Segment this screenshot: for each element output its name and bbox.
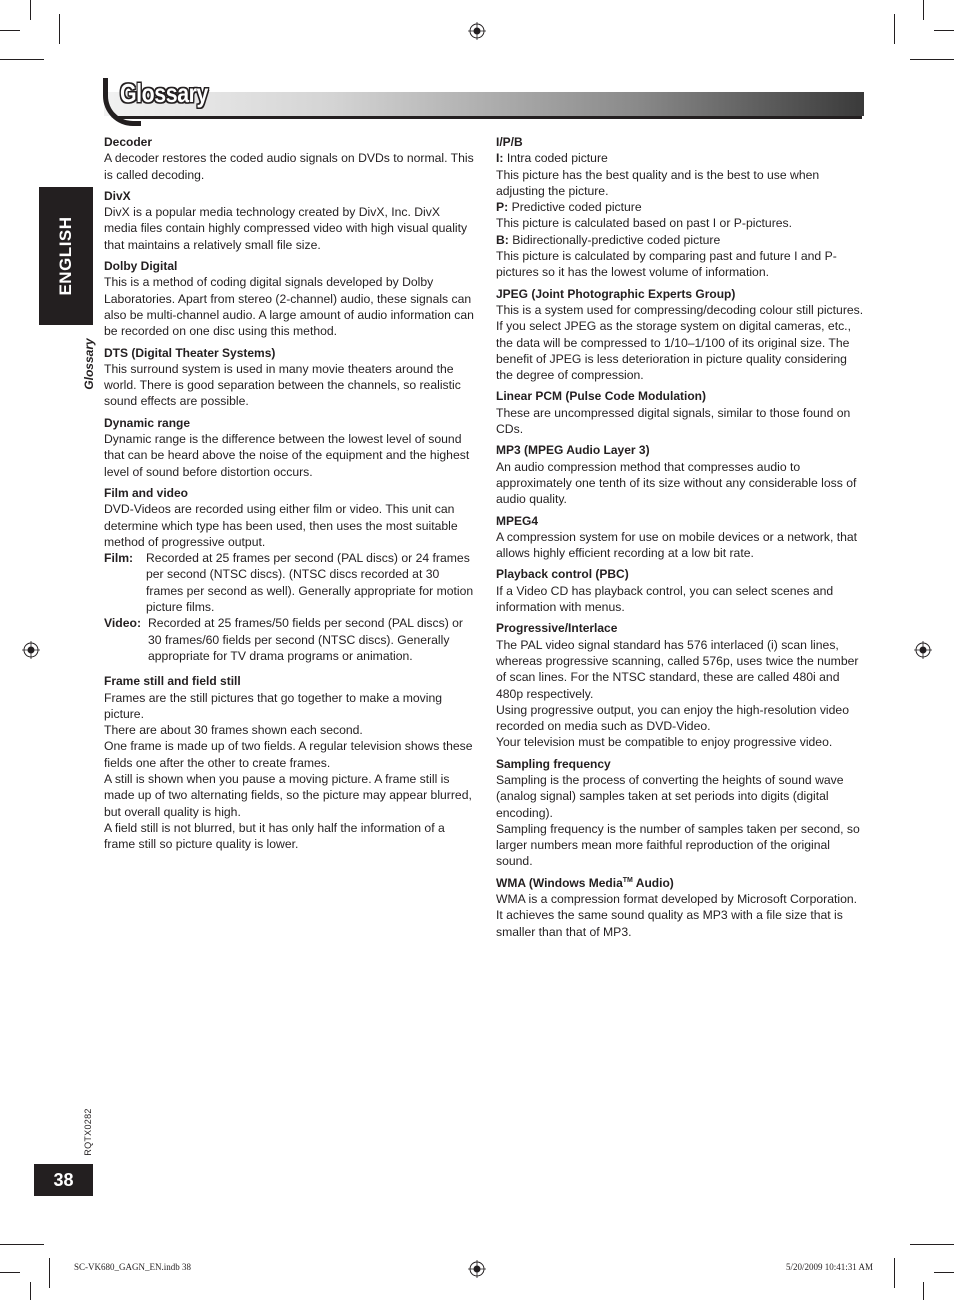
glossary-term: MP3 (MPEG Audio Layer 3) (496, 443, 650, 458)
trademark-sup: TM (622, 876, 633, 884)
crop-mark (910, 1244, 954, 1245)
ipb-p-label: P: (496, 200, 509, 215)
video-text: Recorded at 25 frames/50 fields per second (PAL discs) or 30 frames/60 fields per second (NTSC discs). Generally appropriate for TV drama programs or animation. (148, 616, 463, 663)
crop-mark (30, 0, 31, 20)
footer-timestamp: 5/20/2009 10:41:31 AM (786, 1262, 874, 1272)
crop-mark (934, 30, 954, 31)
glossary-term (496, 875, 866, 891)
crop-mark (894, 14, 895, 44)
glossary-entry-linear-pcm (496, 388, 866, 437)
glossary-entry-film-and-video (104, 485, 474, 664)
crop-mark (910, 59, 954, 60)
crop-mark (0, 59, 44, 60)
glossary-term: Linear PCM (Pulse Code Modulation) (496, 389, 707, 404)
crop-mark (49, 1258, 50, 1288)
section-label: Glossary (82, 338, 96, 390)
registration-mark-icon (22, 641, 40, 659)
glossary-definition: A still is shown when you pause a moving picture. A frame still is made up of two alternating fields, so the picture may appear blurred, but overall quality is high. (104, 771, 472, 819)
crop-mark (30, 1282, 31, 1300)
registration-mark-icon (468, 22, 486, 40)
wma-term-pre: WMA (Windows Media (496, 875, 623, 890)
glossary-entry-jpeg (496, 286, 866, 384)
glossary-definition: An audio compression method that compresses audio to approximately one tenth of its size without any considerable loss of audio quality. (496, 459, 857, 507)
glossary-definition: One frame is made up of two fields. A regular television shows these fields one after the other to create frames. (104, 739, 473, 770)
model-code: RQTX0282 (83, 1108, 93, 1156)
crop-mark (923, 0, 924, 20)
registration-mark-icon (468, 1260, 486, 1278)
ipb-p-line (496, 199, 866, 215)
glossary-entry-dynamic-range (104, 415, 474, 480)
film-label: Film: (104, 551, 134, 566)
glossary-definition: There are about 30 frames shown each second. (104, 723, 363, 738)
glossary-term: MPEG4 (496, 513, 539, 528)
glossary-definition: WMA is a compression format developed by Microsoft Corporation. It achieves the same sound quality as MP3 with a file size that is smaller than that of MP3. (496, 892, 858, 939)
crop-mark (0, 30, 20, 31)
glossary-definition: Your television must be compatible to enjoy progressive video. (496, 735, 833, 750)
glossary-definition: This is a method of coding digital signals developed by Dolby Laboratories. Apart from stereo (2-channel) audio, these signals can also be multi-channel audio. A large amount of audio information can be recorded on one disc using this method. (104, 275, 474, 339)
glossary-entry-ipb (496, 134, 866, 281)
registration-mark-icon (914, 641, 932, 659)
glossary-definition: This picture is calculated by comparing past and future I and P-pictures so it has the lowest volume of information. (496, 249, 837, 280)
video-label: Video: (104, 616, 142, 631)
glossary-definition: Sampling is the process of converting the heights of sound wave (analog signal) samples taken at set periods into digits (digital encoding). (496, 772, 844, 820)
glossary-term: Dolby Digital (104, 259, 178, 274)
glossary-entry-divx (104, 188, 474, 253)
crop-mark (934, 1272, 954, 1273)
crop-mark (59, 14, 60, 44)
glossary-definition: DVD-Videos are recorded using either film or video. This unit can determine which type has been used, then uses the most suitable method of progressive output. (104, 502, 458, 549)
header-underline (118, 116, 862, 119)
crop-mark (923, 1282, 924, 1300)
ipb-i-label: I: (496, 151, 504, 166)
glossary-entry-wma (496, 875, 866, 940)
glossary-definition: This is a system used for compressing/decoding colour still pictures. If you select JPEG as the storage system on digital cameras, etc., the data will be compressed to 1/10–1/100 of its original size. The benefit of JPEG is less deterioration in picture quality considering the degree of compression. (496, 302, 864, 383)
glossary-term: Film and video (104, 485, 189, 500)
glossary-term: Progressive/Interlace (496, 621, 618, 636)
glossary-definition: A compression system for use on mobile devices or a network, that allows highly efficient recording at a low bit rate. (496, 529, 858, 561)
page-title: Glossary (120, 78, 208, 108)
crop-mark (894, 1258, 895, 1288)
glossary-right-column (496, 134, 866, 945)
glossary-term: DivX (104, 188, 131, 203)
glossary-term: Frame still and field still (104, 674, 241, 689)
glossary-term: DTS (Digital Theater Systems) (104, 345, 276, 360)
glossary-entry-sampling (496, 756, 866, 870)
ipb-i-line (496, 150, 866, 166)
glossary-term: Dynamic range (104, 415, 191, 430)
ipb-b-text: Bidirectionally-predictive coded picture (512, 232, 721, 247)
ipb-i-text: Intra coded picture (506, 151, 608, 166)
crop-mark (0, 1244, 44, 1245)
language-label: ENGLISH (56, 216, 75, 296)
glossary-term: JPEG (Joint Photographic Experts Group) (496, 286, 736, 301)
glossary-term: Playback control (PBC) (496, 567, 629, 582)
glossary-entry-mpeg4 (496, 513, 866, 562)
header-gradient-bar (104, 92, 864, 116)
glossary-definition: Dynamic range is the difference between the lowest level of sound that can be heard above the noise of the equipment and the highest level of sound before distortion occurs. (104, 432, 470, 479)
glossary-term: I/P/B (496, 135, 523, 149)
film-row (104, 550, 474, 615)
ipb-b-line (496, 232, 866, 248)
crop-mark (0, 1272, 20, 1273)
glossary-definition: A decoder restores the coded audio signals on DVDs to normal. This is called decoding. (104, 151, 474, 182)
glossary-entry-mp3 (496, 442, 866, 507)
wma-term-post: Audio) (632, 875, 674, 890)
ipb-p-text: Predictive coded picture (511, 200, 642, 215)
glossary-definition: This picture has the best quality and is the best to use when adjusting the picture. (496, 167, 820, 198)
glossary-entry-frame-still (104, 673, 474, 852)
glossary-entry-progressive (496, 620, 866, 750)
glossary-definition: Frames are the still pictures that go together to make a moving picture. (104, 690, 443, 721)
glossary-entry-dolby-digital (104, 258, 474, 339)
ipb-b-label: B: (496, 232, 509, 247)
glossary-definition: Sampling frequency is the number of samples taken per second, so larger numbers mean more faithful reproduction of the original sound. (496, 821, 860, 869)
glossary-entry-decoder (104, 134, 474, 183)
glossary-definition: If a Video CD has playback control, you can select scenes and information with menus. (496, 583, 834, 615)
film-text: Recorded at 25 frames per second (PAL discs) or 24 frames per second (NTSC discs). (NTSC discs recorded at 30 frames per second as well). Generally appropriate for motion picture films. (146, 551, 474, 615)
glossary-definition: DivX is a popular media technology created by DivX, Inc. DivX media files contain highly compressed video with high visual quality that maintains a relatively small file size. (104, 205, 468, 252)
glossary-entry-pbc (496, 566, 866, 615)
glossary-definition: These are uncompressed digital signals, similar to those found on CDs. (496, 405, 851, 437)
glossary-definition: This surround system is used in many movie theaters around the world. There is good separation between the channels, so realistic sound effects are possible. (104, 361, 461, 409)
glossary-definition: Using progressive output, you can enjoy the high-resolution video recorded on media such as DVD-Video. (496, 702, 849, 734)
glossary-definition: The PAL video signal standard has 576 interlaced (i) scan lines, whereas progressive scanning, called 576p, uses twice the number of scan lines. For the NTSC standard, these are called 480i and 480p respectively. (496, 637, 859, 701)
video-row (104, 615, 474, 664)
glossary-left-column (104, 134, 474, 857)
glossary-definition: This picture is calculated based on past I or P-pictures. (496, 216, 793, 231)
glossary-entry-dts (104, 345, 474, 410)
page-number: 38 (34, 1164, 93, 1196)
glossary-term: Decoder (104, 135, 153, 149)
glossary-term: Sampling frequency (496, 756, 611, 771)
footer-file-info: SC-VK680_GAGN_EN.indb 38 (74, 1262, 191, 1272)
glossary-definition: A field still is not blurred, but it has only half the information of a frame still so picture quality is lower. (104, 820, 445, 852)
